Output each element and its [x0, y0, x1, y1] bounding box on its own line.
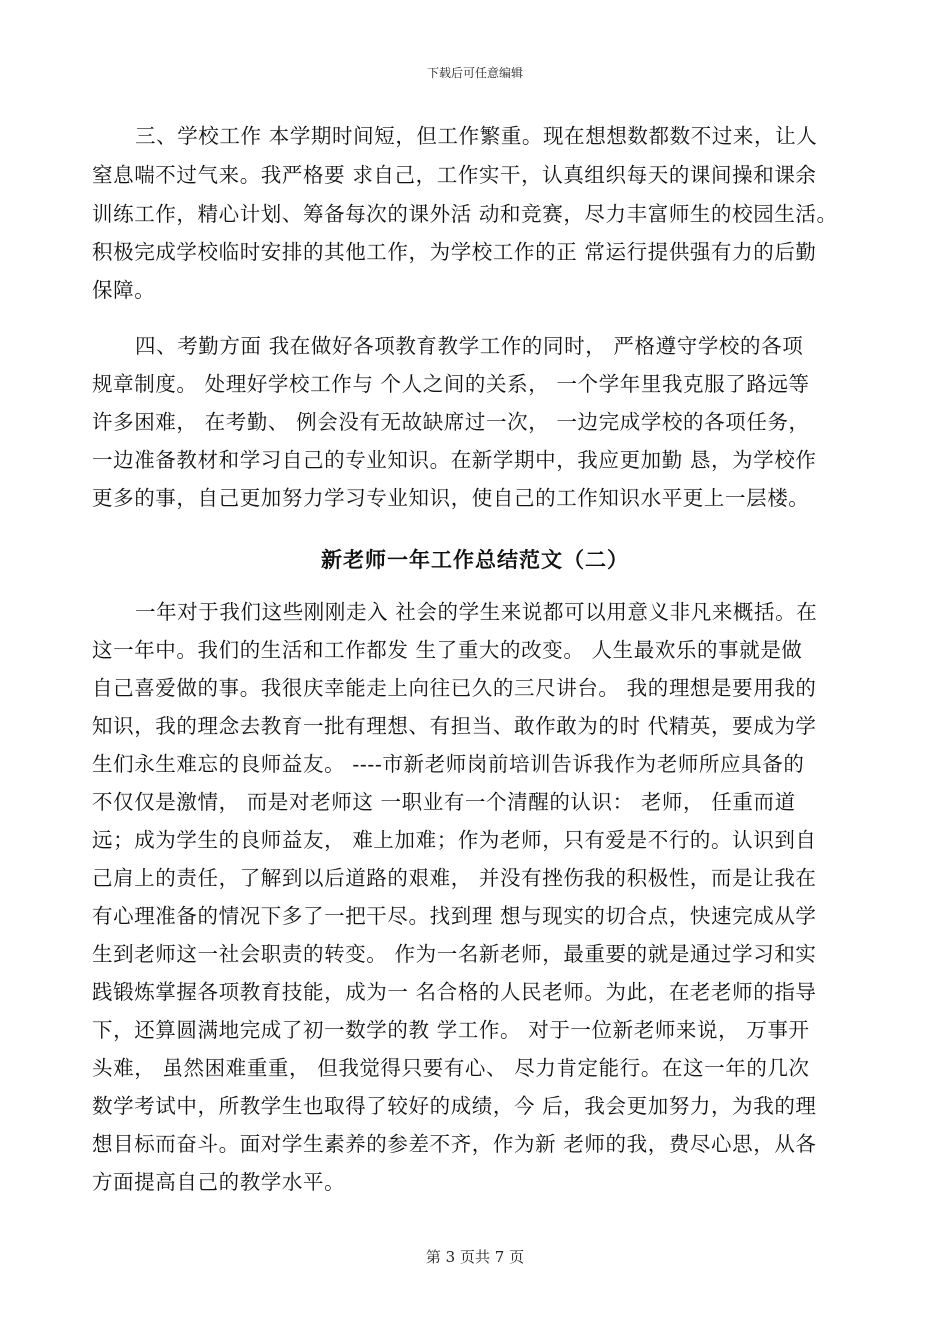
paragraph-line: 更多的事，自己更加努力学习专业知识，使自己的工作知识水平更上一层楼。: [92, 486, 810, 510]
page-number-footer: 第 3 页共 7 页: [425, 1248, 525, 1266]
paragraph-line: 积极完成学校临时安排的其他工作，为学校工作的正 常运行提供强有力的后勤: [92, 240, 817, 264]
paragraph-line: 有心理准备的情况下多了一把干尽。找到理 想与现实的切合点，快速完成从学: [92, 904, 817, 928]
paragraph-line: 想目标而奋斗。面对学生素养的参差不齐，作为新 老师的我，费尽心思，从各: [92, 1132, 817, 1156]
paragraph-line: 保障。: [92, 278, 156, 302]
paragraph-line: 数学考试中，所教学生也取得了较好的成绩，今 后，我会更加努力，为我的理: [92, 1094, 817, 1118]
paragraph-line: 四、考勤方面 我在做好各项教育教学工作的同时， 严格遵守学校的各项: [135, 334, 804, 358]
paragraph-line: 知识，我的理念去教育一批有理想、有担当、敢作敢为的时 代精英，要成为学: [92, 714, 817, 738]
paragraph-line: 头难， 虽然困难重重， 但我觉得只要有心、 尽力肯定能行。在这一年的几次: [92, 1056, 810, 1080]
paragraph-line: 自己喜爱做的事。我很庆幸能走上向往已久的三尺讲台。 我的理想是要用我的: [92, 676, 817, 700]
paragraph-line: 践锻炼掌握各项教育技能，成为一 名合格的人民老师。为此，在老老师的指导: [92, 980, 817, 1004]
paragraph-line: 许多困难， 在考勤、 例会没有无故缺席过一次， 一边完成学校的各项任务，: [92, 410, 810, 434]
paragraph-line: 生到老师这一社会职责的转变。 作为一名新老师，最重要的就是通过学习和实: [92, 942, 817, 966]
paragraph-line: 训练工作，精心计划、筹备每次的课外活 动和竞赛，尽力丰富师生的校园生活。: [92, 202, 838, 226]
paragraph-line: 三、学校工作 本学期时间短，但工作繁重。现在想想数都数不过来，让人: [135, 124, 818, 148]
paragraph-line: 己肩上的责任，了解到以后道路的艰难， 并没有挫伤我的积极性，而是让我在: [92, 866, 817, 890]
paragraph-line: 远；成为学生的良师益友， 难上加难；作为老师，只有爱是不行的。认识到自: [92, 828, 817, 852]
paragraph-line: 一边准备教材和学习自己的专业知识。在新学期中，我应更加勤 恳，为学校作: [92, 448, 817, 472]
paragraph-line: 下，还算圆满地完成了初一数学的教 学工作。 对于一位新老师来说， 万事开: [92, 1018, 810, 1042]
section-heading: 新老师一年工作总结范文（二）: [321, 547, 629, 572]
header-note: 下载后可任意编辑: [426, 66, 523, 80]
paragraph-line: 方面提高自己的教学水平。: [92, 1170, 346, 1194]
paragraph-line: 窒息喘不过气来。我严格要 求自己，工作实干，认真组织每天的课间操和课余: [92, 163, 817, 187]
paragraph-line: 规章制度。 处理好学校工作与 个人之间的关系， 一个学年里我克服了路远等: [92, 372, 810, 396]
paragraph-line: 这一年中。我们的生活和工作都发 生了重大的改变。 人生最欢乐的事就是做: [92, 638, 803, 662]
paragraph-line: 生们永生难忘的良师益友。 ----市新老师岗前培训告诉我作为老师所应具备的: [92, 752, 805, 776]
paragraph-line: 一年对于我们这些刚刚走入 社会的学生来说都可以用意义非凡来概括。在: [135, 600, 818, 624]
paragraph-line: 不仅仅是激情， 而是对老师这 一职业有一个清醒的认识： 老师， 任重而道: [92, 790, 796, 814]
